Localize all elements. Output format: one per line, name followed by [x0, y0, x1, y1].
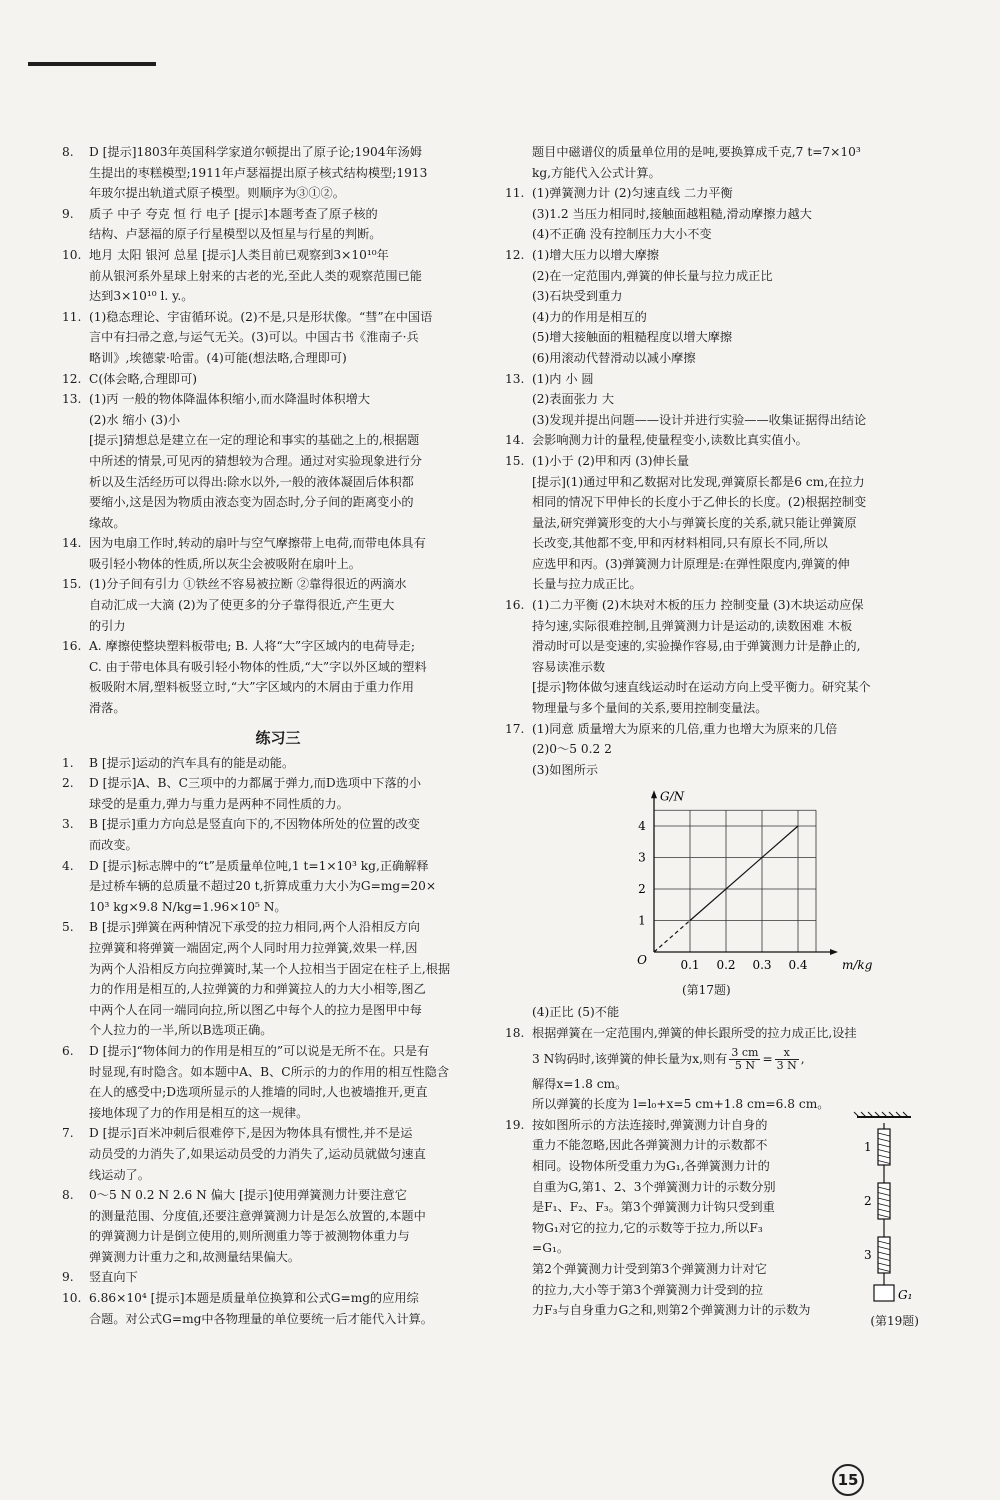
spring-label: 3 — [864, 1247, 872, 1262]
answer-item — [505, 369, 923, 431]
answer-line: [提示]猜想总是建立在一定的理论和事实的基础之上的,根据题 — [89, 433, 420, 448]
y-tick-label: 2 — [638, 882, 646, 897]
answer-line: 球受的是重力,弹力与重力是两种不同性质的力。 — [89, 796, 349, 811]
answer-line: D [提示]1803年英国科学家道尔顿提出了原子论;1904年汤姆 — [89, 145, 423, 159]
answer-line: 年玻尔提出轨道式原子模型。则顺序为③①②。 — [89, 186, 345, 201]
answer-line: 物G₁对它的拉力,它的示数等于拉力,所以F₃ — [532, 1220, 763, 1235]
answer-line: 10³ kg×9.8 N/kg=1.96×10⁵ N。 — [89, 899, 287, 914]
answer-line: (3)发现并提出问题——设计并进行实验——收集证据得出结论 — [532, 412, 867, 427]
x-axis-label: m/kg — [842, 958, 873, 973]
spring-label: 2 — [864, 1193, 872, 1208]
answer-item — [62, 856, 494, 918]
answer-line: 会影响测力计的量程,使量程变小,读数比真实值小。 — [532, 433, 808, 448]
answer-item — [62, 636, 494, 718]
left-column — [62, 142, 494, 1329]
answer-line: 根据弹簧在一定范围内,弹簧的伸长跟所受的拉力成正比,设挂 — [532, 1026, 857, 1040]
answer-line: 因为电扇工作时,转动的扇叶与空气摩擦带上电荷,而带电体具有 — [89, 536, 426, 551]
answer-line: (2)表面张力 大 — [532, 392, 615, 407]
y-axis-label: G/N — [660, 789, 685, 804]
answer-line: 时显现,有时隐含。如本题中A、B、C所示的力的作用的相互性隐含 — [89, 1064, 450, 1079]
answer-item — [62, 574, 494, 636]
numerator: 3 cm — [731, 1045, 759, 1059]
answer-line: 滑落。 — [89, 701, 126, 716]
answer-item — [62, 1267, 494, 1288]
answer-line: [提示](1)通过甲和乙数据对比发现,弹簧原长都是6 cm,在拉力 — [532, 474, 865, 489]
answer-item — [62, 369, 494, 390]
answer-number: 11. — [505, 186, 525, 201]
answer-line: (1)二力平衡 (2)木块对木板的压力 控制变量 (3)木块运动应保 — [532, 598, 864, 613]
answer-line: (2)水 缩小 (3)小 — [89, 412, 181, 427]
answer-item — [62, 773, 494, 814]
answer-line: (1)弹簧测力计 (2)匀速直线 二力平衡 — [532, 186, 733, 201]
answer-line: 结构、卢瑟福的原子行星模型以及恒星与行星的判断。 — [89, 227, 382, 242]
answer-number: 10. — [62, 1291, 82, 1306]
answer-number: 7. — [62, 1126, 74, 1141]
answer-line: (1)同意 质量增大为原来的几倍,重力也增大为原来的几倍 — [532, 721, 838, 736]
answer-line: B [提示]运动的汽车具有的能是动能。 — [89, 755, 295, 770]
answer-item — [62, 917, 494, 1041]
answer-line: 题目中磁谱仪的质量单位用的是吨,要换算成千克,7 t=7×10³ — [532, 145, 861, 159]
answer-line: (2)0～5 0.2 2 — [532, 742, 612, 757]
answer-item — [505, 451, 923, 595]
answer-line: 解得x=1.8 cm。 — [532, 1076, 628, 1091]
answer-line: 略训》,埃德蒙·哈雷。(4)可能(想法略,合理即可) — [89, 350, 347, 365]
answer-line: (4)不正确 没有控制压力大小不变 — [532, 227, 712, 242]
answer-number: 3. — [62, 817, 74, 832]
answer-number: 13. — [62, 392, 82, 407]
chart-svg — [602, 780, 902, 982]
answer-number: 13. — [505, 371, 525, 386]
answer-line: 的弹簧测力计是倒立使用的,则所测重力等于被测物体重力与 — [89, 1229, 410, 1244]
answer-line: 相同。设物体所受重力为G₁,各弹簧测力计的 — [532, 1158, 770, 1173]
answer-line: 3 N钩码时,该弹簧的伸长量为x,则有 — [532, 1051, 728, 1066]
answer-item — [505, 430, 923, 451]
answer-line: (3)1.2 当压力相同时,接触面越粗糙,滑动摩擦力越大 — [532, 206, 812, 221]
answer-line: 在人的感受中;D选项所显示的人推墙的同时,人也被墙推开,更直 — [89, 1085, 428, 1100]
answer-line: 接地体现了力的作用是相互的这一规律。 — [89, 1105, 309, 1120]
answer-item — [62, 142, 494, 204]
answer-number: 9. — [62, 206, 74, 221]
answer-line: 为两个人沿相反方向拉弹簧时,某一个人拉相当于固定在柱子上,根据 — [89, 961, 451, 976]
fraction — [775, 1047, 799, 1072]
y-tick-label: 1 — [638, 913, 646, 928]
denominator: 3 N — [776, 1058, 797, 1072]
answer-item — [62, 245, 494, 307]
fraction — [729, 1047, 760, 1072]
answer-line: 达到3×10¹⁰ l. y.。 — [89, 289, 194, 304]
spring-label: 1 — [864, 1139, 872, 1154]
answer-line: C(体会略,合理即可) — [89, 371, 198, 386]
answer-number: 12. — [505, 247, 525, 262]
x-tick-label: 0.3 — [752, 958, 772, 973]
answer-line: (1)丙 一般的物体降温体积缩小,而水降温时体积增大 — [89, 392, 370, 407]
answer-line: 拉弹簧和将弹簧一端固定,两个人同时用力拉弹簧,效果一样,因 — [89, 940, 418, 955]
answer-line: 自重为G,第1、2、3个弹簧测力计的示数分别 — [532, 1179, 776, 1194]
figure-caption: (第19题) — [870, 1313, 919, 1328]
answer-number: 15. — [62, 577, 82, 592]
series-line-dashed — [654, 921, 690, 953]
answer-line: 长量与拉力成正比。 — [532, 577, 642, 592]
answer-item — [62, 1288, 494, 1329]
answer-item — [505, 1115, 923, 1328]
answer-line: 个人拉力的一半,所以B选项正确。 — [89, 1023, 273, 1038]
hatch-mark — [854, 1112, 859, 1117]
answer-item — [62, 389, 494, 533]
answer-number: 6. — [62, 1043, 74, 1058]
answer-number: 14. — [62, 536, 82, 551]
answer-line: (1)稳态理论、宇宙循环说。(2)不是,只是形状像。“彗”在中国语 — [89, 309, 433, 324]
answer-line: A. 摩擦使整块塑料板带电; B. 人将“大”字区域内的电荷导走; — [89, 639, 415, 654]
answer-line: D [提示]百米冲刺后很难停下,是因为物体具有惯性,并不是运 — [89, 1126, 413, 1141]
answer-line: 是过桥车辆的总质量不超过20 t,折算成重力大小为G=mg=20× — [89, 879, 437, 894]
answer-line: 自动汇成一大滴 (2)为了使更多的分子靠得很近,产生更大 — [89, 598, 395, 613]
x-tick-label: 0.4 — [788, 958, 808, 973]
series-line — [690, 826, 798, 921]
numerator: x — [775, 1047, 799, 1060]
weight-label: G₁ — [898, 1287, 913, 1302]
answer-line: 力F₃与自身重力G之和,则第2个弹簧测力计的示数为 — [532, 1303, 811, 1318]
y-tick-label: 4 — [638, 819, 646, 834]
answer-item — [62, 533, 494, 574]
answer-line: 生提出的枣糕模型;1911年卢瑟福提出原子核式结构模型;1913 — [89, 165, 428, 180]
answer-line: 量法,研究弹簧形变的大小与弹簧长度的关系,就只能让弹簧原 — [532, 515, 857, 530]
figure-17 — [532, 780, 923, 1002]
answer-item — [62, 814, 494, 855]
answer-line: 弹簧测力计重力之和,故测量结果偏大。 — [89, 1249, 301, 1264]
answer-line: 板吸附木屑,塑料板竖立时,“大”字区域内的木屑由于重力作用 — [89, 680, 414, 695]
answer-line: 竖直向下 — [89, 1270, 138, 1285]
header-rule — [28, 62, 156, 66]
answer-line: (2)在一定范围内,弹簧的伸长量与拉力成正比 — [532, 268, 773, 283]
weight-block — [874, 1285, 894, 1301]
answer-number: 19. — [505, 1117, 525, 1132]
answer-line: D [提示]标志牌中的“t”是质量单位吨,1 t=1×10³ kg,正确解释 — [89, 858, 429, 873]
answer-line: 要缩小,这是因为物质由液态变为固态时,分子间的距离变小的 — [89, 495, 414, 510]
answer-number: 16. — [505, 598, 525, 613]
answer-line: 重力不能忽略,因此各弹簧测力计的示数都不 — [532, 1138, 768, 1153]
punctuation: , — [800, 1051, 805, 1066]
answer-line: [提示]物体做匀速直线运动时在运动方向上受平衡力。研究某个 — [532, 680, 871, 695]
answer-number: 17. — [505, 721, 525, 736]
answer-line: 第2个弹簧测力计受到第3个弹簧测力计对它 — [532, 1261, 767, 1276]
answer-number: 10. — [62, 247, 82, 262]
answer-item — [62, 204, 494, 245]
answer-line: 的引力 — [89, 618, 126, 633]
answer-line: (3)如图所示 — [532, 762, 599, 777]
answer-line: (6)用滚动代替滑动以减小摩擦 — [532, 350, 696, 365]
answer-line: 持匀速,实际很难控制,且弹簧测力计是运动的,读数困难 木板 — [532, 618, 853, 633]
answer-number: 8. — [62, 145, 74, 159]
answer-number: 16. — [62, 639, 82, 654]
answer-line: 应选甲和丙。(3)弹簧测力计原理是:在弹性限度内,弹簧的伸 — [532, 556, 850, 571]
origin-label: O — [637, 953, 647, 968]
answer-line: 前从银河系外星球上射来的古老的光,至此人类的观察范围已能 — [89, 268, 422, 283]
answer-line: 物理量与多个量间的关系,要用控制变量法。 — [532, 701, 768, 716]
answer-line: (5)增大接触面的粗糙程度以增大摩擦 — [532, 330, 733, 345]
answer-line: 的拉力,大小等于第3个弹簧测力计受到的拉 — [532, 1282, 764, 1297]
answer-line: 而改变。 — [89, 838, 138, 852]
answer-item — [62, 753, 494, 774]
answer-item — [505, 183, 923, 245]
x-axis-arrow — [830, 949, 838, 955]
answer-line: B [提示]弹簧在两种情况下承受的拉力相同,两个人沿相反方向 — [89, 920, 420, 935]
answer-number: 9. — [62, 1270, 74, 1285]
equals-sign: = — [762, 1051, 773, 1066]
y-tick-label: 3 — [638, 850, 646, 865]
answer-line: 所以弹簧的长度为 l=l₀+x=5 cm+1.8 cm=6.8 cm。 — [532, 1097, 830, 1112]
x-tick-label: 0.1 — [680, 958, 700, 973]
answer-item — [62, 1185, 494, 1267]
figure-caption: (第17题) — [682, 983, 731, 998]
answer-item — [505, 719, 923, 781]
answer-line: 的测量范围、分度值,还要注意弹簧测力计是怎么放置的,本题中 — [89, 1208, 426, 1223]
answer-line: C. 由于带电体具有吸引轻小物体的性质,“大”字以外区域的塑料 — [89, 659, 427, 674]
answer-line: 力的作用是相互的,人拉弹簧的力和弹簧拉人的力大小相等,图乙 — [89, 982, 426, 997]
answer-number: 1. — [62, 755, 74, 770]
answer-item — [62, 1123, 494, 1185]
answer-item — [505, 1023, 923, 1115]
answer-number: 12. — [62, 371, 82, 386]
answer-line: 是F₁、F₂、F₃。第3个弹簧测力计钩只受到重 — [532, 1200, 775, 1215]
answer-number: 4. — [62, 858, 74, 873]
answer-item — [505, 595, 923, 719]
answer-line: D [提示]A、B、C三项中的力都属于弹力,而D选项中下落的小 — [89, 776, 422, 791]
answer-number: 14. — [505, 433, 525, 448]
x-tick-label: 0.2 — [716, 958, 736, 973]
answer-line: 析以及生活经历可以得出:除水以外,一般的液体凝固后体积都 — [89, 474, 414, 489]
answer-line: 中所述的情景,可见丙的猜想较为合理。通过对实验现象进行分 — [89, 453, 422, 468]
answer-line: 地月 太阳 银河 总星 [提示]人类目前已观察到3×10¹⁰年 — [89, 247, 389, 262]
answer-line: =G₁。 — [532, 1241, 570, 1256]
spring-scales-figure — [839, 1111, 929, 1311]
section-title: 练习三 — [255, 728, 301, 747]
answer-line: (1)分子间有引力 ①铁丝不容易被拉断 ②靠得很近的两滴水 — [89, 577, 407, 592]
answer-line: kg,方能代入公式计算。 — [532, 165, 661, 180]
answer-line: 质子 中子 夸克 恒 行 电子 [提示]本题考查了原子核的 — [89, 206, 378, 221]
answer-line: 合题。对公式G=mg中各物理量的单位要统一后才能代入计算。 — [89, 1311, 433, 1326]
answer-number: 8. — [62, 1188, 74, 1203]
answer-line: D [提示]“物体间力的作用是相互的”可以说是无所不在。只是有 — [89, 1043, 430, 1058]
page-number: 15 — [832, 1464, 864, 1496]
answer-line: (1)内 小 圆 — [532, 371, 594, 386]
answer-line: 言中有扫帚之意,与运气无关。(3)可以。中国古书《淮南子·兵 — [89, 330, 419, 345]
answer-line: (4)力的作用是相互的 — [532, 309, 647, 324]
continued-text — [505, 142, 923, 183]
answer-line: B [提示]重力方向总是竖直向下的,不因物体所处的位置的改变 — [89, 817, 420, 832]
answer-item — [62, 1041, 494, 1123]
answer-item — [505, 245, 923, 369]
answer-line: 0～5 N 0.2 N 2.6 N 偏大 [提示]使用弹簧测力计要注意它 — [89, 1188, 407, 1203]
answer-item — [62, 307, 494, 369]
answer-number: 11. — [62, 309, 82, 324]
answer-line: 按如图所示的方法连接时,弹簧测力计自身的 — [532, 1117, 768, 1132]
answer-line: (1)小于 (2)甲和丙 (3)伸长量 — [532, 453, 690, 468]
right-column — [505, 142, 923, 1328]
answer-line: 滑动时可以是变速的,实验操作容易,由于弹簧测力计是静止的, — [532, 639, 861, 654]
answer-line: (4)正比 (5)不能 — [532, 1005, 620, 1020]
answer-number: 18. — [505, 1026, 525, 1040]
answer-line: 6.86×10⁴ [提示]本题是质量单位换算和公式G=mg的应用综 — [89, 1291, 419, 1306]
y-axis-arrow — [651, 791, 657, 799]
denominator: 5 N — [734, 1058, 755, 1072]
answer-line: 中两个人在同一端同向拉,所以图乙中每个人的拉力是图甲中每 — [89, 1002, 422, 1017]
answer-number: 2. — [62, 776, 74, 791]
answer-number: 5. — [62, 920, 74, 935]
answer-number: 15. — [505, 453, 525, 468]
answer-line: 相同的情况下甲伸长的长度小于乙伸长的长度。(2)根据控制变 — [532, 495, 867, 510]
answer-line: 长改变,其他都不变,甲和丙材料相同,只有原长不同,所以 — [532, 536, 828, 551]
answer-line: (1)增大压力以增大摩擦 — [532, 247, 659, 262]
answer-line: (3)石块受到重力 — [532, 289, 623, 304]
answer-line: 容易读准示数 — [532, 659, 606, 674]
answer-line: 缘故。 — [89, 515, 126, 530]
answer-line: 动员受的力消失了,如果运动员受的力消失了,运动员就做匀速直 — [89, 1146, 426, 1161]
answer-line: 线运动了。 — [89, 1167, 150, 1182]
answer-line: 吸引轻小物体的性质,所以灰尘会被吸附在扇叶上。 — [89, 556, 361, 571]
